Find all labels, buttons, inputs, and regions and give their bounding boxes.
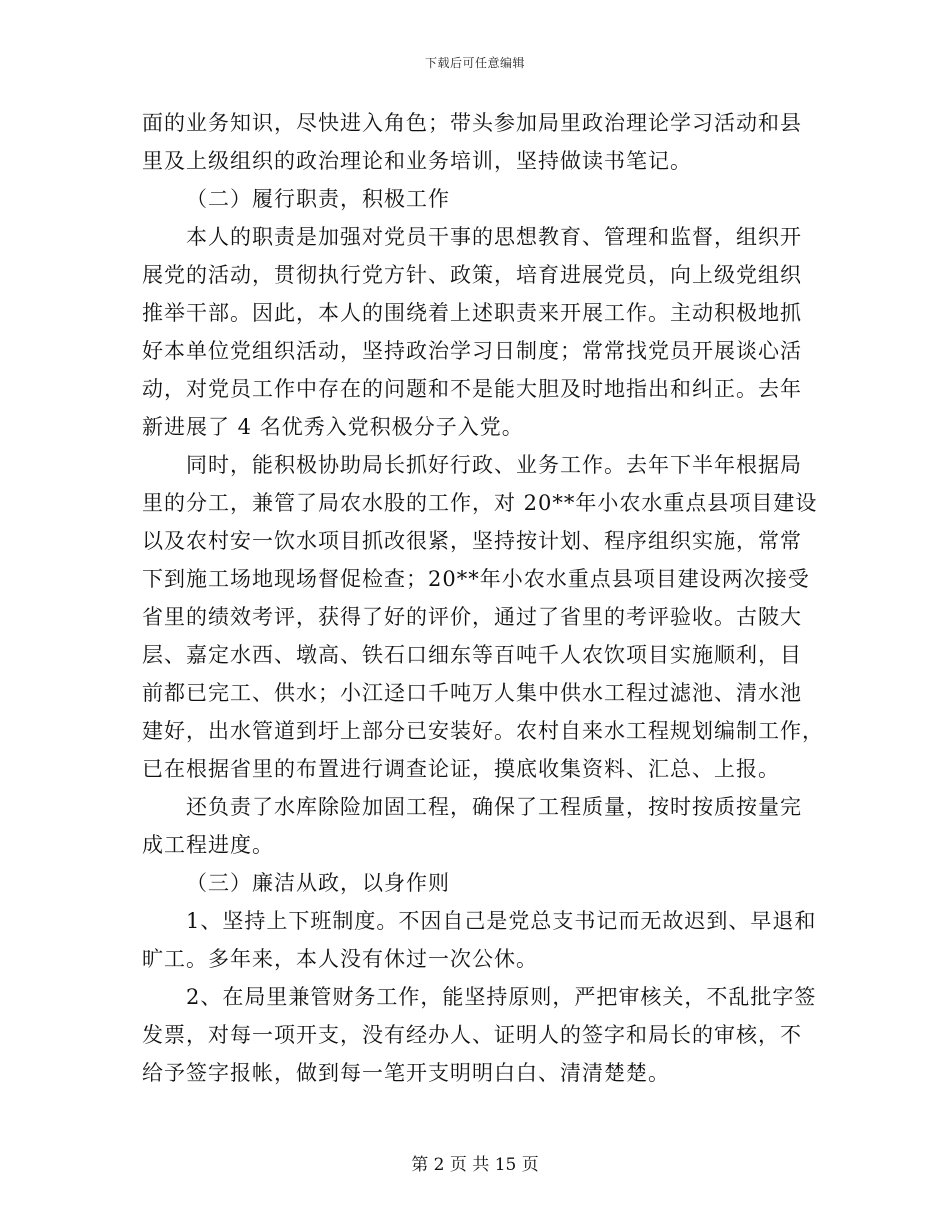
- text-line: 前都已完工、供水；小江迳口千吨万人集中供水工程过滤池、清水池: [142, 681, 802, 705]
- page-number: 第 2 页 共 15 页: [411, 1155, 539, 1175]
- text-line: 面的业务知识，尽快进入角色；带头参加局里政治理论学习活动和县: [142, 111, 802, 135]
- text-line: 里及上级组织的政治理论和业务培训，坚持做读书笔记。: [142, 149, 692, 173]
- text-line: 里的分工，兼管了局农水股的工作，对 20**年小农水重点县项目建设: [142, 491, 818, 515]
- text-line: 同时，能积极协助局长抓好行政、业务工作。去年下半年根据局: [186, 453, 802, 477]
- section-heading-3: （三）廉洁从政，以身作则: [186, 871, 450, 895]
- text-line: 1、坚持上下班制度。不因自己是党总支书记而无故迟到、早退和: [186, 909, 817, 933]
- text-line: 展党的活动，贯彻执行党方针、政策，培育进展党员，向上级党组织: [142, 263, 802, 287]
- text-line: 旷工。多年来，本人没有休过一次公休。: [142, 947, 538, 971]
- text-line: 已在根据省里的布置进行调查论证，摸底收集资料、汇总、上报。: [142, 757, 780, 781]
- page-header: 下载后可任意编辑: [424, 56, 525, 70]
- text-line: 成工程进度。: [142, 833, 274, 857]
- text-line: 推举干部。因此，本人的围绕着上述职责来开展工作。主动积极地抓: [142, 301, 802, 325]
- text-line: 给予签字报帐，做到每一笔开支明明白白、清清楚楚。: [142, 1061, 670, 1085]
- document-body: [142, 104, 824, 1092]
- text-line: 新进展了 4 名优秀入党积极分子入党。: [142, 415, 524, 439]
- text-line: 层、嘉定水西、墩高、铁石口细东等百吨千人农饮项目实施顺利，目: [142, 643, 802, 667]
- text-line: 还负责了水库除险加固工程，确保了工程质量，按时按质按量完: [186, 795, 802, 819]
- text-line: 本人的职责是加强对党员干事的思想教育、管理和监督，组织开: [186, 225, 802, 249]
- text-line: 发票，对每一项开支，没有经办人、证明人的签字和局长的审核，不: [142, 1023, 802, 1047]
- text-line: 下到施工场地现场督促检查；20**年小农水重点县项目建设两次接受: [142, 567, 810, 591]
- text-line: 2、在局里兼管财务工作，能坚持原则，严把审核关，不乱批字签: [186, 985, 817, 1009]
- text-line: 以及农村安一饮水项目抓改很紧，坚持按计划、程序组织实施，常常: [142, 529, 802, 553]
- text-line: 好本单位党组织活动，坚持政治学习日制度；常常找党员开展谈心活: [142, 339, 802, 363]
- text-line: 建好，出水管道到圩上部分已安装好。农村自来水工程规划编制工作，: [142, 719, 824, 743]
- section-heading-2: （二）履行职责，积极工作: [186, 187, 450, 211]
- text-line: 动，对党员工作中存在的问题和不是能大胆及时地指出和纠正。去年: [142, 377, 802, 401]
- text-line: 省里的绩效考评，获得了好的评价，通过了省里的考评验收。古陂大: [142, 605, 802, 629]
